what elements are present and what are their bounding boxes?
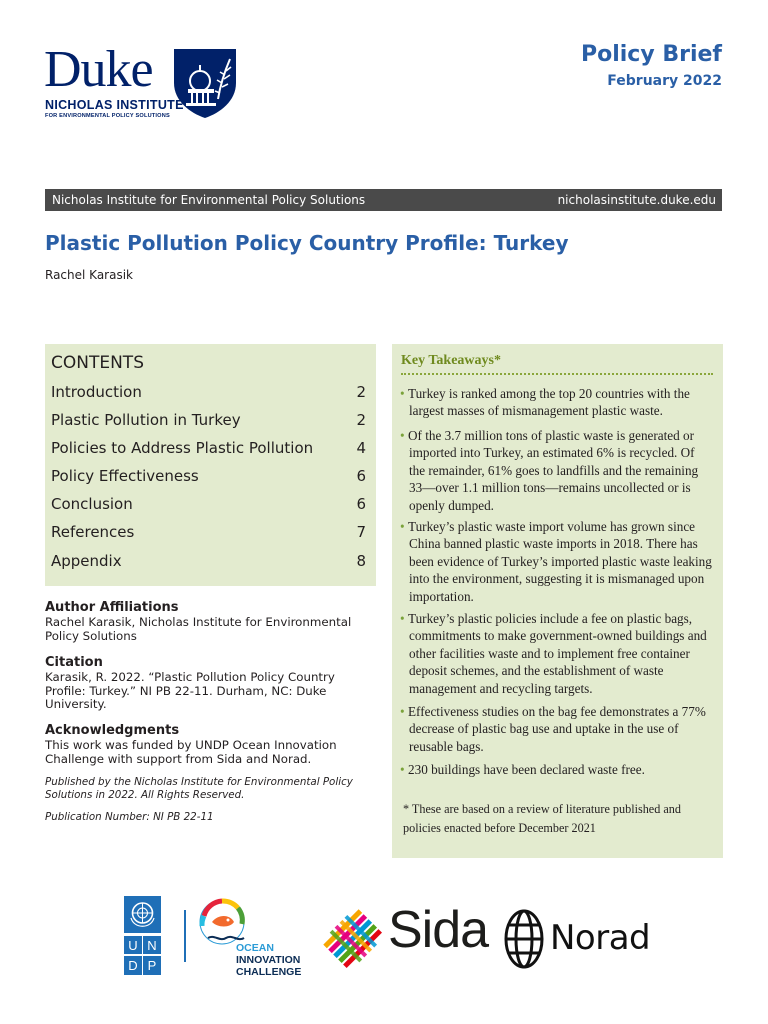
- document-author: Rachel Karasik: [45, 268, 133, 282]
- bullet-icon: •: [400, 762, 405, 777]
- takeaway-text: Turkey’s plastic waste import volume has grown since China banned plastic waste imports in 2018. There has been evidence of Turkey’s imported plastic waste leaking into the environment, suggesting it is mismanaged upon importation.: [408, 519, 712, 604]
- takeaway-item: [400, 518, 712, 605]
- bullet-icon: •: [400, 519, 405, 534]
- undp-letter-u: U: [128, 938, 138, 953]
- toc-item[interactable]: [51, 411, 366, 429]
- undp-letter-n: N: [147, 938, 157, 953]
- takeaways-footnote: * These are based on a review of literature published and policies enacted before December 2021: [403, 802, 681, 835]
- oic-line-challenge: CHALLENGE: [236, 966, 302, 978]
- citation-text: Karasik, R. 2022. “Plastic Pollution Policy Country Profile: Turkey.” NI PB 22-11. Durham, NC: Duke University.: [45, 670, 335, 711]
- undp-letter-p: P: [147, 958, 157, 973]
- toc-item-page: 6: [356, 495, 366, 513]
- toc-item-page: 2: [356, 411, 366, 429]
- oic-line-ocean: OCEAN: [236, 942, 274, 954]
- takeaway-text: 230 buildings have been declared waste free.: [408, 762, 645, 777]
- brief-date: February 2022: [607, 73, 722, 89]
- toc-item-page: 7: [356, 523, 366, 541]
- norad-logo-icon: [503, 908, 545, 970]
- sida-wordmark: Sida: [388, 901, 489, 959]
- toc-item-page: 6: [356, 467, 366, 485]
- toc-item[interactable]: [51, 439, 366, 457]
- bullet-icon: •: [400, 704, 405, 719]
- logo-tagline: FOR ENVIRONMENTAL POLICY SOLUTIONS: [45, 113, 170, 119]
- toc-item-label: References: [51, 523, 135, 541]
- bullet-icon: •: [400, 386, 405, 401]
- citation-heading: Citation: [45, 655, 103, 670]
- toc-item-label: Introduction: [51, 383, 142, 401]
- toc-item[interactable]: [51, 552, 366, 570]
- takeaway-text: Turkey is ranked among the top 20 countries with the largest masses of mismanagement plastic waste.: [408, 386, 690, 419]
- norad-wordmark: Norad: [550, 918, 651, 958]
- affiliations-heading: Author Affiliations: [45, 600, 179, 615]
- takeaway-item: [400, 385, 712, 420]
- header-banner: [45, 189, 722, 211]
- published-statement: Published by the Nicholas Institute for Environmental Policy Solutions in 2022. All Rights Reserved.: [45, 776, 353, 801]
- acknowledgments-heading: Acknowledgments: [45, 723, 180, 738]
- oic-line-innovation: INNOVATION: [236, 954, 301, 966]
- bullet-icon: •: [400, 611, 405, 626]
- takeaway-text: Of the 3.7 million tons of plastic waste is generated or imported into Turkey, an estimated 6% is recycled. Of the remainder, 61% goes to landfills and the remaining 33—over 1.1 million tons—remains uncollected or is openly dumped.: [408, 428, 699, 513]
- publication-number: Publication Number: NI PB 22-11: [45, 811, 214, 823]
- toc-item-label: Plastic Pollution in Turkey: [51, 411, 241, 429]
- bullet-icon: •: [400, 428, 405, 443]
- key-takeaways-heading: Key Takeaways*: [401, 353, 501, 368]
- duke-shield-icon: [172, 47, 238, 119]
- banner-url-link[interactable]: nicholasinstitute.duke.edu: [557, 193, 716, 207]
- toc-item-page: 2: [356, 383, 366, 401]
- takeaway-text: Effectiveness studies on the bag fee demonstrates a 77% decrease of plastic bag use and uptake in the use of reusable bags.: [408, 704, 706, 754]
- toc-item[interactable]: [51, 523, 366, 541]
- contents-heading: CONTENTS: [51, 353, 144, 373]
- toc-item-label: Policy Effectiveness: [51, 467, 199, 485]
- takeaway-item: [400, 703, 712, 755]
- toc-item[interactable]: [51, 495, 366, 513]
- takeaways-divider: [401, 373, 713, 375]
- takeaway-item: [400, 761, 712, 778]
- affiliations-text: Rachel Karasik, Nicholas Institute for Environmental Policy Solutions: [45, 615, 352, 643]
- logo-institute-name: NICHOLAS INSTITUTE: [45, 98, 184, 112]
- key-takeaways-box: [392, 344, 723, 858]
- toc-item[interactable]: [51, 467, 366, 485]
- ocean-innovation-challenge-logo-icon: [196, 896, 248, 948]
- duke-logo-wordmark: Duke: [44, 41, 153, 98]
- undp-letter-d: D: [128, 958, 138, 973]
- acknowledgments-text: This work was funded by UNDP Ocean Innovation Challenge with support from Sida and Norad.: [45, 738, 337, 766]
- undp-logo-icon: [124, 896, 161, 975]
- logo-separator: [184, 910, 186, 962]
- takeaway-text: Turkey’s plastic policies include a fee on plastic bags, commitments to make government-owned buildings and other facilities waste and to implement free container deposit schemes, and the establishment of waste management and recycling targets.: [408, 611, 707, 696]
- toc-item[interactable]: [51, 383, 366, 401]
- banner-org-name: Nicholas Institute for Environmental Policy Solutions: [52, 193, 366, 207]
- toc-item-label: Appendix: [51, 552, 122, 570]
- toc-item-label: Conclusion: [51, 495, 133, 513]
- brief-type-label: Policy Brief: [580, 42, 722, 67]
- takeaway-item: [400, 610, 712, 697]
- toc-item-label: Policies to Address Plastic Pollution: [51, 439, 314, 457]
- toc-item-page: 8: [356, 552, 366, 570]
- sida-logo-icon: [322, 908, 384, 970]
- takeaway-item: [400, 427, 712, 514]
- toc-item-page: 4: [356, 439, 366, 457]
- contents-box: [45, 344, 376, 586]
- document-title: Plastic Pollution Policy Country Profile: Turkey: [45, 231, 569, 255]
